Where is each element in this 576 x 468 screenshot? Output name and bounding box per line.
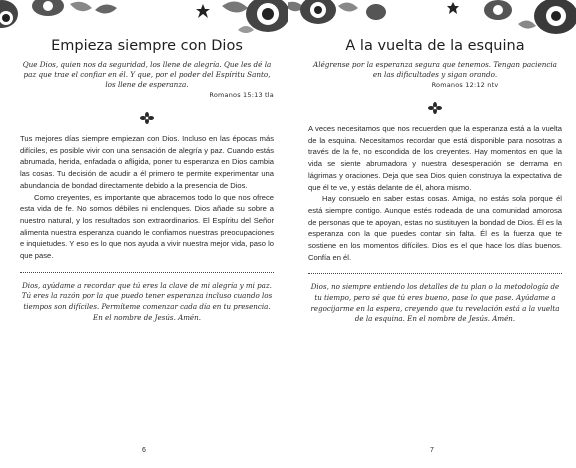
paragraph: Tus mejores días siempre empiezan con Dios. Incluso en las épocas más difíciles, es posible vivir con una sensación de alegría y paz. Cuando estás abrumada, herida, enfadada o afligida, poner tu esperanza en Dios cambia las cosas. Tu decisión de acudir a él primero te permite experimentar una abundancia de bondad directamente debido a la presencia de Dios. bbox=[20, 134, 274, 190]
dotted-divider bbox=[20, 272, 274, 273]
paragraph: Hay consuelo en saber estas cosas. Amiga, no estás sola porque él está siempre contigo. Aunque estés rodeada de una comunidad amorosa de personas que te apoyan, estas no sustituyen la bondad de Dios. Él es la esperanza con la que puedes contar sin falta. Él es la fuerza que te sostiene en los momentos difíciles. Dios es el que hace los días buenos. Confía en él. bbox=[308, 194, 562, 262]
paragraph: Como creyentes, es importante que abracemos todo lo que nos ofrece esta vida de fe. No somos débiles ni enclenques. Dios añade su sobre a nuestro natural, y los resultados son extraordinarios. El Espíritu del Señor alimenta nuestra esperanza cuando le confiamos nuestras preocupaciones e inquietudes. Y eso es lo que nos ayuda a vivir nuestra mejor vida, paso lo que pase. bbox=[20, 192, 274, 261]
flower-icon bbox=[140, 112, 154, 124]
scripture-reference: Romanos 15:13 tla bbox=[209, 91, 274, 99]
flower-icon bbox=[428, 102, 442, 114]
flower-border-icon bbox=[0, 0, 288, 42]
right-page bbox=[288, 0, 576, 468]
section-divider bbox=[308, 101, 562, 113]
left-content bbox=[20, 38, 274, 323]
page-number: 7 bbox=[430, 447, 434, 454]
paragraph: A veces necesitamos que nos recuerden que la esperanza está a la vuelta de la esquina. Necesitamos recordar que está disponible para nosotras a través de la fe, no escondida de los creyentes. Hay momentos en que la vida se siente abrumadora y nuestra desesperación se derrama en lágrimas y oraciones. Deja que sea Dios quien construya la expectativa de que él te ve, y estás delante de él, ahora mismo. bbox=[308, 124, 562, 192]
section-divider bbox=[20, 111, 274, 123]
prayer-text: Dios, ayúdame a recordar que tú eres la clave de mi alegría y mi paz. Tú eres la razón por la que puedo tener esperanza incluso cuando los tiempos son difíciles. Permíteme comenzar cada día en tu presencia. En el nombre de Jesús. Amén. bbox=[21, 280, 273, 322]
right-content bbox=[308, 38, 562, 325]
scripture-verse: Alégrense por la esperanza segura que tenemos. Tengan paciencia en las dificultades y sigan orando. bbox=[313, 60, 557, 79]
page-number: 6 bbox=[142, 447, 146, 454]
dotted-divider bbox=[308, 273, 562, 274]
scripture-verse: Que Dios, quien nos da seguridad, los llene de alegría. Que les dé la paz que trae el confiar en él. Y que, por el poder del Espíritu Santo, los llene de esperanza. bbox=[22, 60, 272, 89]
page-title: Empieza siempre con Dios bbox=[51, 38, 243, 54]
scripture-reference: Romanos 12:12 ntv bbox=[431, 81, 499, 89]
prayer-text: Dios, no siempre entiendo los detalles de tu plan o la metodología de tu tiempo, pero sé que tú eres bueno, pase lo que pase. Ayúdame a regocijarme en la espera, creyendo que tu revelación está a la vuelta de la esquina. En el nombre de Jesús. Amén. bbox=[310, 282, 560, 324]
devotional-text bbox=[308, 123, 562, 263]
page-title: A la vuelta de la esquina bbox=[345, 38, 525, 54]
flower-border-icon bbox=[288, 0, 576, 42]
devotional-text bbox=[20, 133, 274, 262]
